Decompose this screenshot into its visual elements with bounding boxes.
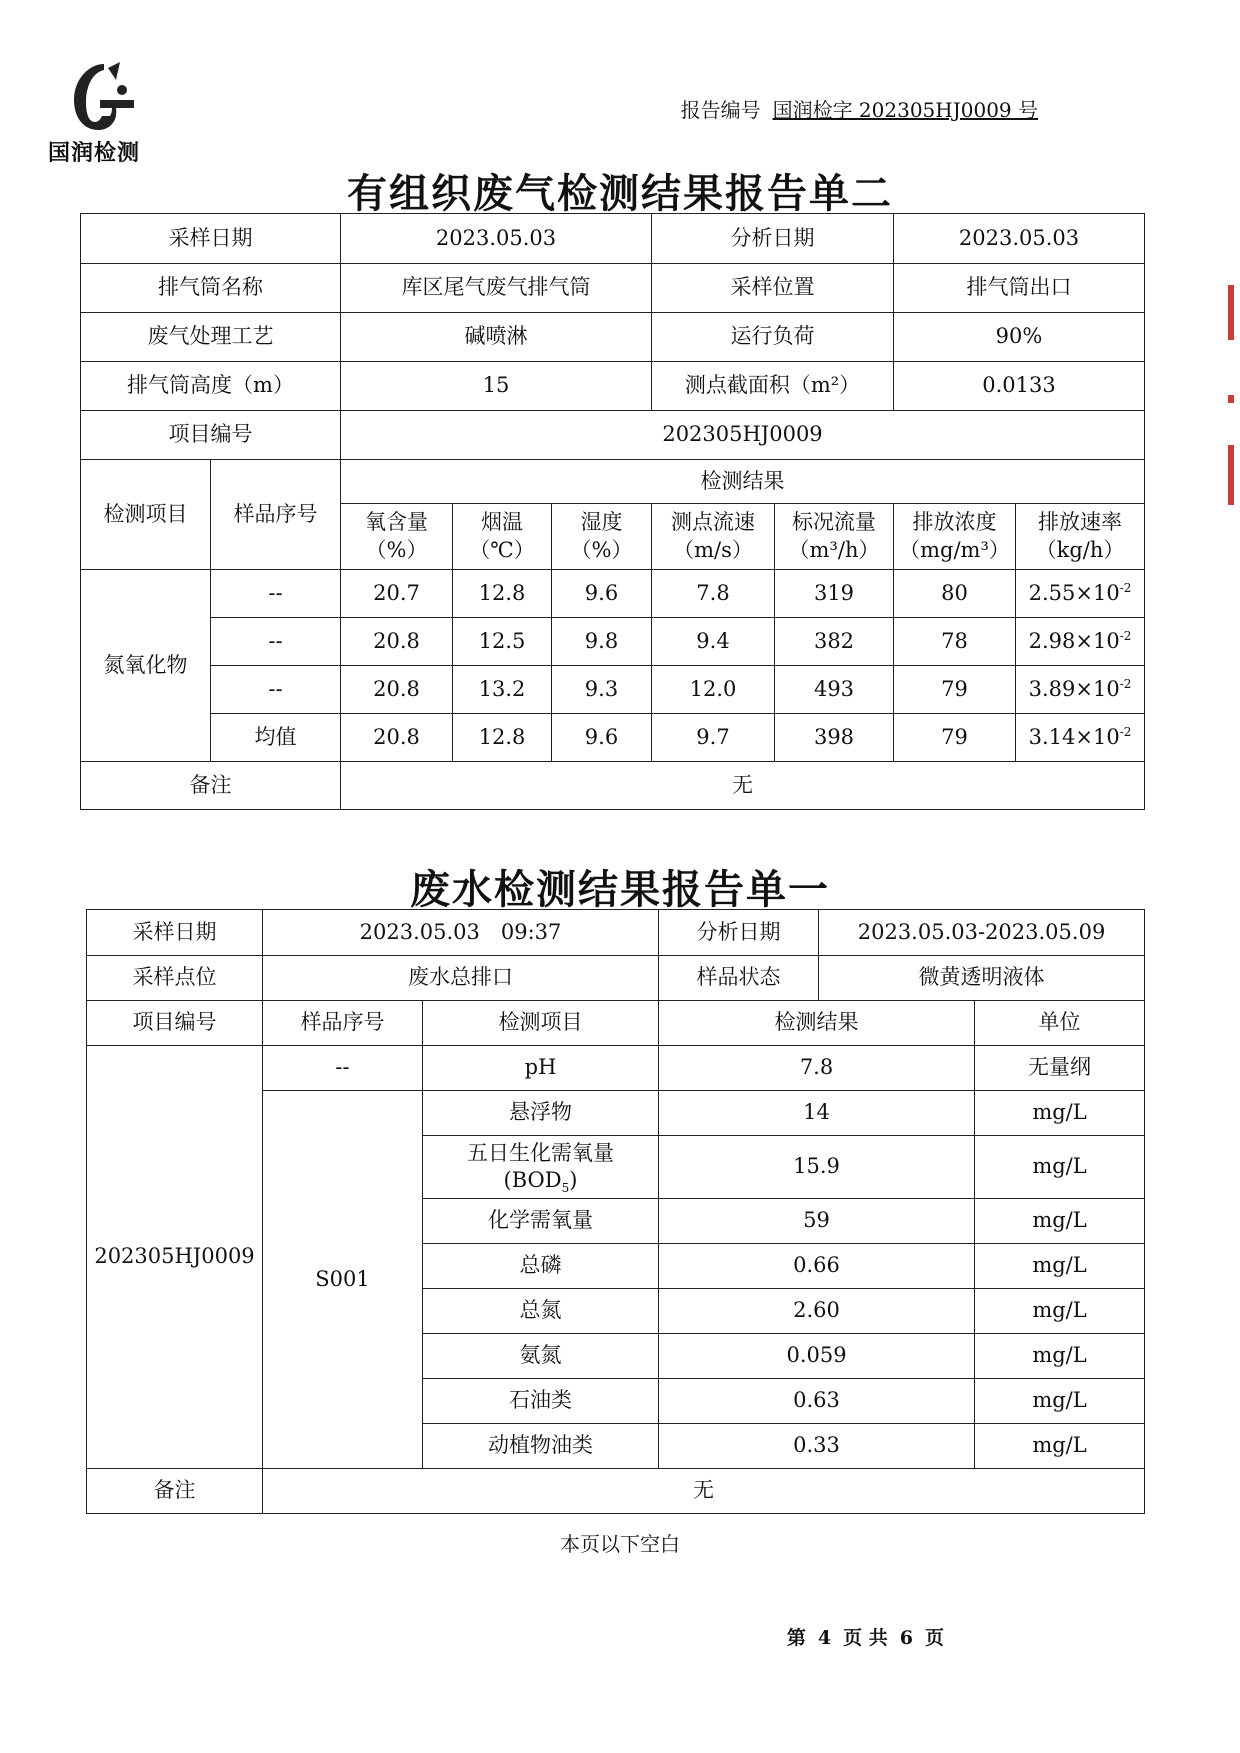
sampling-position: 排气筒出口 [894,264,1145,313]
table-cell: 12.5 [453,618,552,666]
table-cell: 0.059 [659,1334,975,1379]
table-cell: 319 [775,570,894,618]
water-sample-no-label: 样品序号 [263,1001,423,1046]
col-header-concentration: 排放浓度 （mg/m³） [894,504,1016,570]
total-pages: 6 [899,1627,913,1649]
table-cell: 20.8 [341,618,453,666]
gas-remark-label: 备注 [81,762,341,810]
table-cell: 氨氮 [423,1334,659,1379]
table-cell: 化学需氧量 [423,1199,659,1244]
report-number-label: 报告编号 [680,98,761,122]
table-cell: 2.60 [659,1289,975,1334]
table-cell: 78 [894,618,1016,666]
gas-table [80,213,1145,810]
sampling-point-label: 采样点位 [87,956,263,1001]
table-cell: 总磷 [423,1244,659,1289]
gas-project-no-label: 项目编号 [81,411,341,460]
water-project-no: 202305HJ0009 [87,1046,263,1469]
table-cell: 悬浮物 [423,1091,659,1136]
table-cell: 无量纲 [975,1046,1145,1091]
load: 90% [894,313,1145,362]
table-cell: mg/L [975,1136,1145,1199]
col-header-temp: 烟温 （℃） [453,504,552,570]
table-cell: 14 [659,1091,975,1136]
table-cell: mg/L [975,1379,1145,1424]
table-cell: 79 [894,714,1016,762]
table-cell: 15.9 [659,1136,975,1199]
section-area-label: 测点截面积（m²） [652,362,894,411]
report-number-value: 国润检字 202305HJ0009 号 [772,98,1038,122]
table-cell: mg/L [975,1424,1145,1469]
table-cell: $3.14\times 10^{-2}$ [1016,714,1145,762]
table-cell: 0.66 [659,1244,975,1289]
report-number [681,94,1038,123]
load-label: 运行负荷 [652,313,894,362]
table-cell: 13.2 [453,666,552,714]
table-cell: 0.63 [659,1379,975,1424]
gas-report-title: 有组织废气检测结果报告单二 [347,171,893,217]
gas-project-no: 202305HJ0009 [341,411,1145,460]
ph-sample-no: -- [263,1046,423,1091]
water-table [86,909,1145,1514]
stack-height: 15 [341,362,652,411]
process: 碱喷淋 [341,313,652,362]
logo-mark-icon [60,60,144,134]
table-cell: 79 [894,666,1016,714]
table-cell: 石油类 [423,1379,659,1424]
gas-item-label: 检测项目 [81,460,211,570]
gas-remark: 无 [341,762,1145,810]
table-cell: -- [211,618,341,666]
seal-edge-mark [1228,445,1234,505]
table-cell: mg/L [975,1289,1145,1334]
table-cell: 80 [894,570,1016,618]
table-cell: 7.8 [652,570,775,618]
table-cell: 动植物油类 [423,1424,659,1469]
table-cell: 20.8 [341,714,453,762]
table-cell: 总氮 [423,1289,659,1334]
table-cell: mg/L [975,1091,1145,1136]
page-number: 第 4 页 共 6 页 [786,1627,944,1649]
table-cell: pH [423,1046,659,1091]
table-cell: 9.6 [552,570,652,618]
seal-edge-mark [1228,285,1234,340]
process-label: 废气处理工艺 [81,313,341,362]
sample-state-label: 样品状态 [659,956,819,1001]
col-header-humidity: 湿度 （%） [552,504,652,570]
col-header-flow: 标况流量 （m³/h） [775,504,894,570]
table-cell: 12.8 [453,714,552,762]
table-cell: 7.8 [659,1046,975,1091]
company-logo [48,60,148,168]
table-cell: -- [211,570,341,618]
water-analysis-date-label: 分析日期 [659,910,819,956]
table-cell: 9.6 [552,714,652,762]
gas-analysis-date-label: 分析日期 [652,214,894,264]
table-cell: $3.89\times 10^{-2}$ [1016,666,1145,714]
table-cell: 9.3 [552,666,652,714]
gas-results-label: 检测结果 [341,460,1145,504]
table-cell: 20.8 [341,666,453,714]
col-header-rate: 排放速率 （kg/h） [1016,504,1145,570]
seal-edge-mark [1228,395,1234,403]
stack-name: 库区尾气废气排气筒 [341,264,652,313]
table-cell: 9.4 [652,618,775,666]
table-cell: 9.8 [552,618,652,666]
table-cell: 398 [775,714,894,762]
water-project-no-label: 项目编号 [87,1001,263,1046]
table-cell: mg/L [975,1199,1145,1244]
gas-sampling-date: 2023.05.03 [341,214,652,264]
water-sampling-date-label: 采样日期 [87,910,263,956]
water-sampling-date: 2023.05.03 09:37 [263,910,659,956]
sample-group: S001 [263,1091,423,1469]
pollutant-name: 氮氧化物 [81,570,211,762]
table-cell: 12.0 [652,666,775,714]
table-cell: mg/L [975,1334,1145,1379]
section-area: 0.0133 [894,362,1145,411]
table-cell: 59 [659,1199,975,1244]
col-header-o2: 氧含量 （%） [341,504,453,570]
table-cell: 20.7 [341,570,453,618]
water-remark: 无 [263,1469,1145,1514]
table-cell: $2.98\times 10^{-2}$ [1016,618,1145,666]
table-cell: $2.55\times 10^{-2}$ [1016,570,1145,618]
table-cell: 0.33 [659,1424,975,1469]
col-header-velocity: 测点流速 （m/s） [652,504,775,570]
table-cell: 五日生化需氧量 $(BOD_5)$ [423,1136,659,1199]
sample-state: 微黄透明液体 [819,956,1145,1001]
water-report-title: 废水检测结果报告单一 [410,867,830,913]
current-page: 4 [817,1627,832,1649]
blank-below-note: 本页以下空白 [560,1532,680,1556]
table-cell: 493 [775,666,894,714]
table-cell: 均值 [211,714,341,762]
water-result-label: 检测结果 [659,1001,975,1046]
gas-sampling-date-label: 采样日期 [81,214,341,264]
sampling-point: 废水总排口 [263,956,659,1001]
gas-analysis-date: 2023.05.03 [894,214,1145,264]
stack-height-label: 排气筒高度（m） [81,362,341,411]
water-unit-label: 单位 [975,1001,1145,1046]
stack-name-label: 排气筒名称 [81,264,341,313]
sampling-position-label: 采样位置 [652,264,894,313]
table-cell: mg/L [975,1244,1145,1289]
table-cell: 12.8 [453,570,552,618]
table-cell: -- [211,666,341,714]
table-cell: 9.7 [652,714,775,762]
water-analysis-date: 2023.05.03-2023.05.09 [819,910,1145,956]
gas-sample-no-label: 样品序号 [211,460,341,570]
logo-text: 国润检测 [48,141,141,166]
table-cell: 382 [775,618,894,666]
water-item-label: 检测项目 [423,1001,659,1046]
water-remark-label: 备注 [87,1469,263,1514]
